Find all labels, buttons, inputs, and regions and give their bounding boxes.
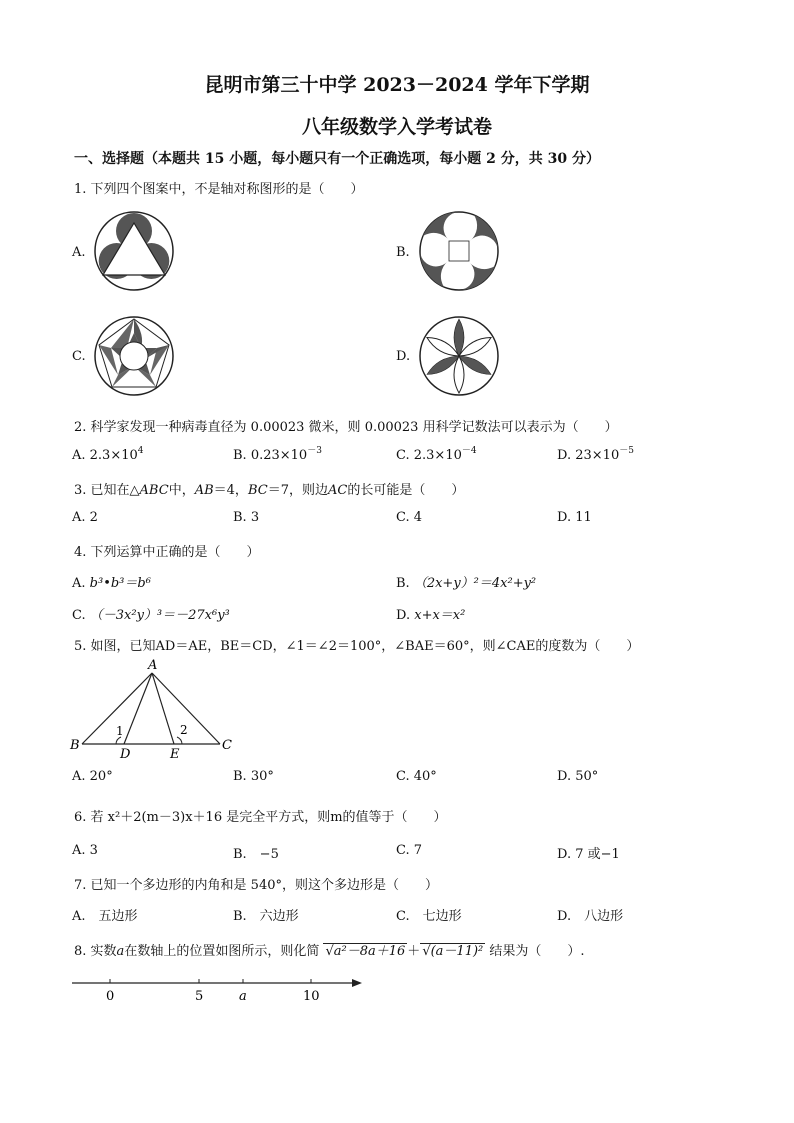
radical-icon: √ [422,944,431,959]
q1-option-d-label: D. [396,349,411,364]
label-E: E [170,747,180,760]
tick-label-a: a [239,989,247,1004]
q3-option-b: B. 3 [233,510,260,525]
q3-option-d: D. 11 [557,510,592,525]
q1-figure-a [93,210,175,292]
q4-option-d: D. x+x＝x² [396,608,466,623]
sqrt-expression-1: √a²－8a＋16 [325,944,406,959]
radical-icon: √ [325,944,334,959]
q7-option-a: A. 五边形 [72,909,138,924]
q8-number-line [66,970,366,1006]
tick-label-5: 5 [195,989,204,1004]
section-heading: 一、选择题（本题共 15 小题，每小题只有一个正确选项，每小题 2 分，共 30 分） [74,151,600,167]
q6-option-b: B. −5 [233,847,279,862]
q4-option-a: A. b³•b³＝b⁶ [72,576,151,591]
question-8-stem: 8. 实数a在数轴上的位置如图所示，则化简 √a²－8a＋16 ＋ √(a－11)² 结果为（ ）. [74,944,585,959]
q5-option-d: D. 50° [557,769,599,784]
q4-option-c: C. （－3x²y）³＝－27x⁶y³ [72,608,230,623]
q5-option-a: A. 20° [72,769,113,784]
q4-option-b: B. （2x+y）²＝4x²+y² [396,576,537,591]
q6-option-d: D. 7 或−1 [557,847,620,862]
q1-option-a-label: A. [72,245,86,260]
tick-label-0: 0 [106,989,115,1004]
q5-triangle-figure [64,655,244,760]
tick-label-10: 10 [303,989,320,1004]
q1-figure-c [93,315,175,397]
q7-option-d: D. 八边形 [557,909,624,924]
label-D: D [120,747,131,760]
label-B: B [70,738,80,753]
question-3-stem: 3. 已知在△ABC中，AB＝4，BC＝7，则边AC的长可能是（ ） [74,483,465,498]
question-7-stem: 7. 已知一个多边形的内角和是 540°，则这个多边形是（ ） [74,878,438,893]
label-angle-1: 1 [116,724,124,738]
q2-option-b: B. $0.23\times 10^{-3}$ [233,446,322,463]
q6-option-c: C. 7 [396,843,423,858]
q1-option-b-label: B. [396,245,410,260]
q2-option-d: D. $23\times 10^{-5}$ [557,446,634,463]
exam-title: 昆明市第三十中学 2023－2024 学年下学期 [204,74,590,96]
question-6-stem: 6. 若 x²＋2(m－3)x＋16 是完全平方式，则m的值等于（ ） [74,810,447,825]
q2-option-a: A. $2.3\times 10^4$ [72,446,144,463]
question-5-stem: 5. 如图，已知AD＝AE，BE＝CD，∠1＝∠2＝100°，∠BAE＝60°，则∠CAE的度数为（ ） [74,639,640,654]
q7-option-b: B. 六边形 [233,909,299,924]
question-2-stem: 2. 科学家发现一种病毒直径为 0.00023 微米，则 0.00023 用科学记数法可以表示为（ ） [74,420,618,435]
q5-option-b: B. 30° [233,769,274,784]
q7-option-c: C. 七边形 [396,909,462,924]
sqrt-expression-2: √(a－11)² [422,944,484,959]
q5-option-c: C. 40° [396,769,437,784]
question-1-stem: 1. 下列四个图案中，不是轴对称图形的是（ ） [74,182,364,197]
exam-subtitle: 八年级数学入学考试卷 [301,116,492,138]
q6-option-a: A. 3 [72,843,98,858]
q3-option-c: C. 4 [396,510,423,525]
label-C: C [222,738,232,753]
q3-option-a: A. 2 [72,510,98,525]
label-A: A [148,658,158,673]
arrow-right-icon [352,979,362,987]
q2-option-c: C. $2.3\times 10^{-4}$ [396,446,477,463]
q1-figure-b [418,210,500,292]
label-angle-2: 2 [180,723,188,737]
q1-option-c-label: C. [72,349,86,364]
question-4-stem: 4. 下列运算中正确的是（ ） [74,545,260,560]
q1-figure-d [418,315,500,397]
